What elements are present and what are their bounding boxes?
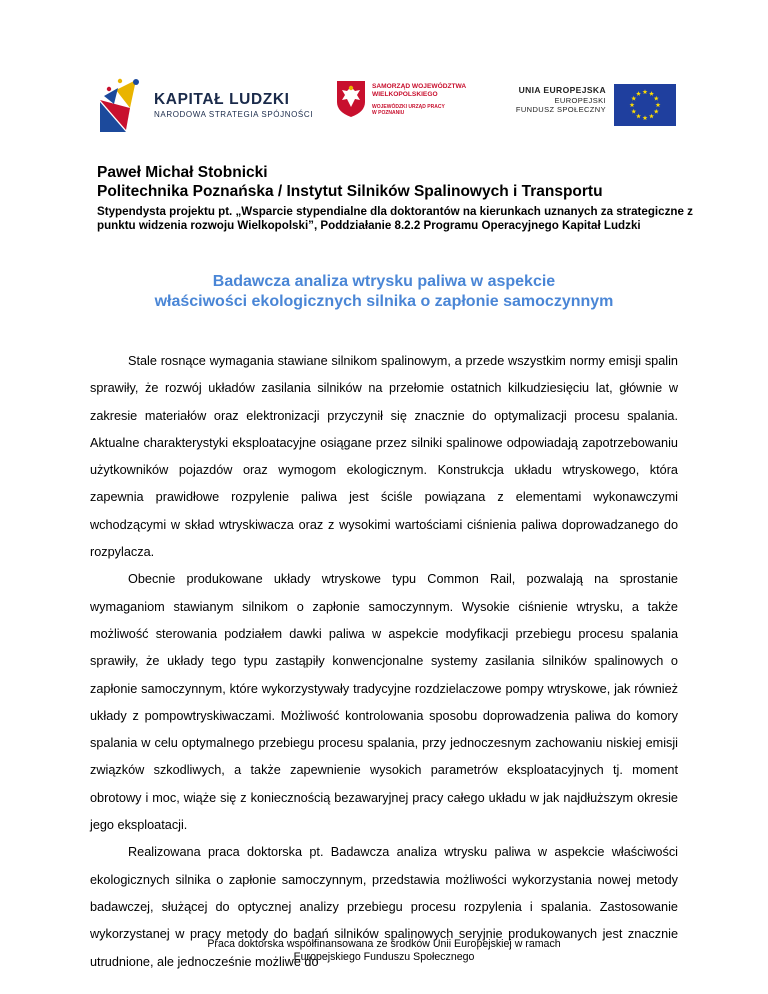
samorzad-logo [336, 78, 466, 134]
eu-line3: FUNDUSZ SPOŁECZNY [515, 105, 606, 114]
eu-line2: EUROPEJSKI [554, 96, 606, 105]
footer-line1: Praca doktorska współfinansowana ze środków Unii Europejskiej w ramach [207, 938, 561, 950]
kapital-ludzki-emblem-icon [96, 74, 148, 134]
page-footer [90, 938, 678, 964]
paragraph: Stale rosnące wymagania stawiane silnikom spalinowym, a przede wszystkim normy emisji spalin sprawiły, że rozwój układów zasilania silników na przełomie ostatnich kilkudziesięciu lat, głównie w zakresie materiałów oraz elektronizacji przyczynił się znacznie do optymalizacji procesu spalania. Aktualne charakterystyki eksploatacyjne osiągane przez silniki spalinowe odpowiadają zapotrzebowaniu użytkowników pojazdów oraz wymogom ekologicznym. Konstrukcja układu wtryskowego, która zapewnia prawidłowe rozpylenie paliwa jest ściśle powiązana z elementami wykonawczymi wchodzącymi w skład wtryskiwacza oraz z wysokimi wartościami ciśnienia paliwa doprowadzanego do rozpylacza. [90, 354, 678, 560]
author-affiliation: Politechnika Poznańska / Instytut Silników Spalinowych i Transportu [97, 183, 603, 200]
samorzad-line4: W POZNANIU [372, 110, 405, 116]
eu-line1: UNIA EUROPEJSKA [518, 85, 606, 95]
eu-flag-icon [614, 84, 676, 126]
author-name: Paweł Michał Stobnicki [97, 164, 268, 181]
footer-line2: Europejskiego Funduszu Społecznego [293, 951, 475, 963]
paragraph: Realizowana praca doktorska pt. Badawcza analiza wtrysku paliwa w aspekcie właściwości ekologicznych silnika o zapłonie samoczynnym, przedstawia możliwości wykorzystania nowej metody badawczej, służącej do optycznej analizy przebiegu procesu rozpylenia i spalania. Zastosowanie wykorzystanej w pracy metody do badań silników spalinowych seryjnie produkowanych jest znacznie utrudnione, ale jednocześnie możliwe do [90, 845, 678, 969]
author-header [97, 163, 697, 232]
kapital-ludzki-logo [96, 72, 314, 138]
kapital-ludzki-name: KAPITAŁ LUDZKI [154, 91, 290, 108]
samorzad-line1: SAMORZĄD WOJEWÓDZTWA [372, 83, 467, 90]
coat-of-arms-icon [336, 80, 366, 118]
paragraph: Obecnie produkowane układy wtryskowe typu Common Rail, pozwalają na sprostanie wymaganiom stawianym silnikom o zapłonie samoczynnym. Wysokie ciśnienie wtrysku, a także możliwość sterowania podziałem dawki paliwa w aspekcie modyfikacji przebiegu procesu spalania sprawiły, że układy tego typu zastąpiły konwencjonalne systemy zasilania silników spalinowych o zapłonie samoczynnym, które wykorzystywały tradycyjne rozdzielaczowe pompy wtryskowe, jak również układy z pompowtryskiwaczami. Możliwość kontrolowania sposobu doprowadzenia paliwa do komory spalania w celu optymalnego przebiegu procesu spalania, przy jednoczesnym zachowaniu niskiej emisji związków szkodliwych, a także zapewnienie wysokich parametrów eksploatacyjnych tj. moment obrotowy i moc, wiąże się z koniecznością bezawaryjnej pracy całego układu w jak najdłuższym okresie jego eksploatacji. [90, 572, 678, 833]
samorzad-line2: WIELKOPOLSKIEGO [372, 91, 438, 98]
kapital-ludzki-subtitle: NARODOWA STRATEGIA SPÓJNOŚCI [154, 110, 314, 119]
document-body [90, 348, 678, 976]
eu-logo [486, 80, 676, 136]
title-line1: Badawcza analiza wtrysku paliwa w aspekcie [212, 273, 556, 290]
stipend-note: Stypendysta projektu pt. „Wsparcie stypendialne dla doktorantów na kierunkach uznanych za strategiczne z punktu widzenia rozwoju Wielkopolski”, Poddziałanie 8.2.2 Programu Operacyjnego Kapitał Ludzki [97, 205, 693, 232]
document-title [90, 272, 678, 312]
title-line2: właściwości ekologicznych silnika o zapłonie samoczynnym [154, 293, 614, 310]
logo-bar [96, 72, 676, 142]
samorzad-line3: WOJEWÓDZKI URZĄD PRACY [372, 104, 445, 110]
